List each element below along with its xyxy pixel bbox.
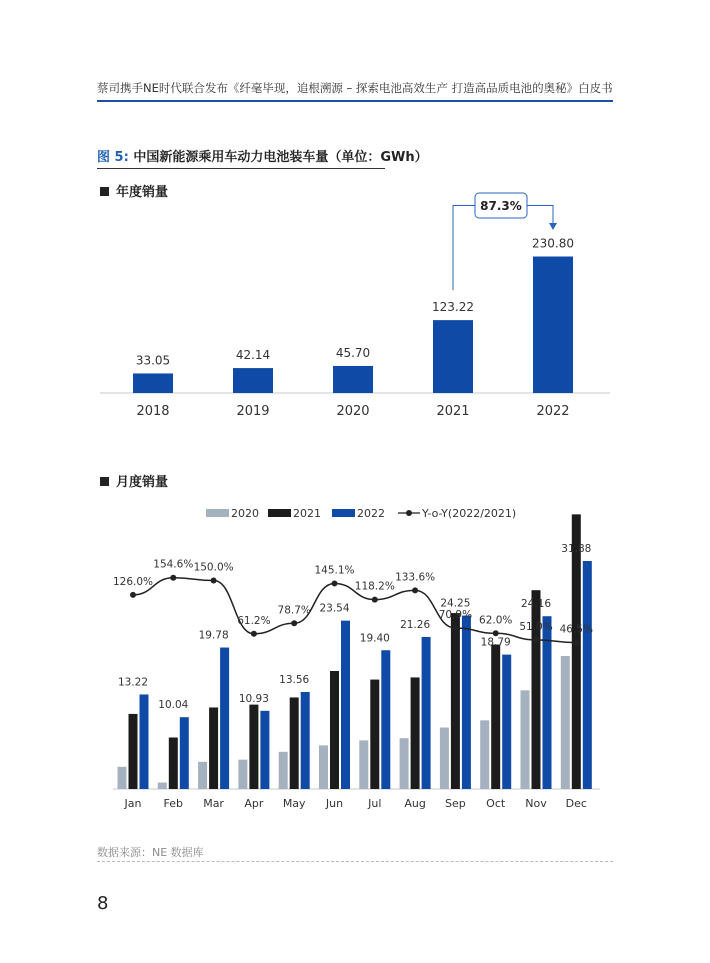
bar-2021-Jun xyxy=(330,671,339,789)
bar-2021-Mar xyxy=(209,707,218,789)
x-tick-label-Nov: Nov xyxy=(525,797,547,810)
bar-2022-Aug xyxy=(422,637,431,789)
bar-2022-May xyxy=(301,692,310,789)
yoy-label-Oct: 62.0% xyxy=(479,614,513,627)
x-tick-label-Dec: Dec xyxy=(565,797,587,810)
bar-value-label-Feb: 10.04 xyxy=(158,699,189,712)
x-tick-label-Apr: Apr xyxy=(244,797,264,810)
legend-swatch-2020 xyxy=(206,509,229,517)
bar-value-label-Dec: 31.88 xyxy=(561,543,592,555)
yoy-label-May: 78.7% xyxy=(277,604,311,617)
bar-2021-Aug xyxy=(411,677,420,789)
bar-value-label-2018: 33.05 xyxy=(135,353,171,368)
x-tick-label-2021: 2021 xyxy=(436,404,470,419)
bar-2021-Dec xyxy=(572,514,581,789)
x-tick-label-2019: 2019 xyxy=(236,404,270,419)
yoy-point-Feb xyxy=(170,575,176,581)
yoy-point-Dec xyxy=(573,640,579,646)
x-tick-label-Feb: Feb xyxy=(163,797,184,810)
yoy-point-Sep xyxy=(452,625,458,631)
yoy-point-Jan xyxy=(130,592,136,598)
bar-value-label-Jan: 13.22 xyxy=(117,676,149,689)
yoy-label-Aug: 133.6% xyxy=(395,571,436,584)
section-annual-text: 年度销量 xyxy=(116,185,169,200)
bar-2022-Mar xyxy=(220,648,229,789)
bar-value-label-2019: 42.14 xyxy=(235,348,271,363)
yoy-label-Apr: 61.2% xyxy=(237,614,271,627)
yoy-point-Aug xyxy=(412,587,418,593)
data-source: 数据来源：NE 数据库 xyxy=(97,846,204,859)
bar-2020-Nov xyxy=(521,690,530,789)
bar-2020-May xyxy=(279,752,288,789)
x-tick-label-Jun: Jun xyxy=(325,797,344,810)
bar-2021-Oct xyxy=(491,645,500,789)
bar-value-label-May: 13.56 xyxy=(279,674,310,687)
bar-value-label-Jun: 23.54 xyxy=(319,602,350,615)
bar-2021-Sep xyxy=(451,613,460,789)
x-tick-label-Jul: Jul xyxy=(368,797,382,810)
bar-2022-Nov xyxy=(543,616,552,789)
bar-2021-May xyxy=(290,697,299,789)
x-tick-label-Aug: Aug xyxy=(404,797,426,810)
source-rule xyxy=(97,861,613,862)
x-tick-label-Jan: Jan xyxy=(124,797,142,810)
figure-title-text: 中国新能源乘用车动力电池装车量（单位：GWh） xyxy=(133,150,428,165)
x-tick-label-2018: 2018 xyxy=(136,404,170,419)
legend-swatch-2022 xyxy=(332,509,355,517)
bar-2020-Apr xyxy=(238,760,247,789)
bar-2020-Aug xyxy=(400,738,409,789)
bar-value-label-2022: 230.80 xyxy=(532,236,574,251)
growth-annotation-label: 87.3% xyxy=(480,199,522,213)
bar-2022-Dec xyxy=(583,561,592,789)
yoy-label-Sep: 70.9% xyxy=(438,608,473,621)
bar-value-label-Nov: 24.16 xyxy=(520,598,552,611)
bar-2021-Feb xyxy=(169,738,178,789)
legend-label-2021: 2021 xyxy=(293,507,321,520)
bar-value-label-Sep: 24.25 xyxy=(440,597,471,610)
bar-2022-Jan xyxy=(140,694,149,789)
page-header: 蔡司携手NE时代联合发布《纤毫毕现，追根溯源 – 探索电池高效生产 打造高品质电池的奥秘》白皮书 xyxy=(97,81,613,95)
legend-label-yoy: Y-o-Y(2022/2021) xyxy=(422,507,517,520)
yoy-label-Feb: 154.6% xyxy=(153,558,194,571)
x-tick-label-May: May xyxy=(282,797,306,810)
yoy-label-Jul: 118.2% xyxy=(354,580,395,593)
figure-label: 图 5: xyxy=(97,150,129,165)
yoy-label-Dec: 46.5% xyxy=(559,623,593,636)
yoy-label-Jan: 126.0% xyxy=(112,575,154,588)
yoy-label-Jun: 145.1% xyxy=(314,564,355,577)
yoy-label-Nov: 51.0% xyxy=(519,620,553,633)
bar-2020-Dec xyxy=(561,656,570,789)
legend-label-2022: 2022 xyxy=(357,507,385,520)
x-tick-label-Sep: Sep xyxy=(445,797,466,810)
bar-value-label-Aug: 21.26 xyxy=(400,618,431,631)
bar-value-label-2021: 123.22 xyxy=(432,300,474,315)
yoy-label-Mar: 150.0% xyxy=(193,561,234,574)
bar-2022-Jul xyxy=(381,650,390,789)
bar-2020-Jul xyxy=(359,740,368,789)
bar-2022-Oct xyxy=(502,655,511,789)
legend-label-2020: 2020 xyxy=(231,507,259,520)
x-tick-label-Mar: Mar xyxy=(203,797,224,810)
yoy-point-May xyxy=(291,620,297,626)
bar-value-label-Jul: 19.40 xyxy=(359,632,390,645)
legend-marker-yoy xyxy=(406,510,412,516)
bar-2021-Jul xyxy=(370,680,379,789)
yoy-point-Apr xyxy=(251,631,257,637)
bar-2021-Apr xyxy=(249,705,258,789)
bar-2022-Apr xyxy=(260,711,269,789)
bar-2020-Mar xyxy=(198,762,207,789)
yoy-point-Mar xyxy=(211,578,217,584)
bar-value-label-Oct: 18.79 xyxy=(480,636,511,649)
yoy-point-Jul xyxy=(372,597,378,603)
x-tick-label-2020: 2020 xyxy=(336,404,370,419)
bar-2020-Jun xyxy=(319,745,328,789)
legend-swatch-2021 xyxy=(268,509,291,517)
bar-2021-Jan xyxy=(129,714,138,789)
bar-2020-Jan xyxy=(118,767,127,789)
bar-2022-Sep xyxy=(462,616,471,789)
bar-2022-Jun xyxy=(341,621,350,789)
bar-2022-Feb xyxy=(180,717,189,789)
yoy-point-Jun xyxy=(332,580,338,586)
section-monthly-text: 月度销量 xyxy=(116,475,169,490)
x-tick-label-2022: 2022 xyxy=(536,404,570,419)
bar-value-label-Apr: 10.93 xyxy=(238,692,269,705)
bar-value-label-2020: 45.70 xyxy=(335,345,371,360)
page-number: 8 xyxy=(97,893,109,914)
bar-2020-Oct xyxy=(480,720,489,789)
x-tick-label-Oct: Oct xyxy=(486,797,506,810)
yoy-point-Nov xyxy=(533,637,539,643)
bar-2020-Sep xyxy=(440,727,449,789)
bar-value-label-Mar: 19.78 xyxy=(198,629,229,642)
yoy-point-Oct xyxy=(493,630,499,636)
bar-2020-Feb xyxy=(158,783,167,789)
